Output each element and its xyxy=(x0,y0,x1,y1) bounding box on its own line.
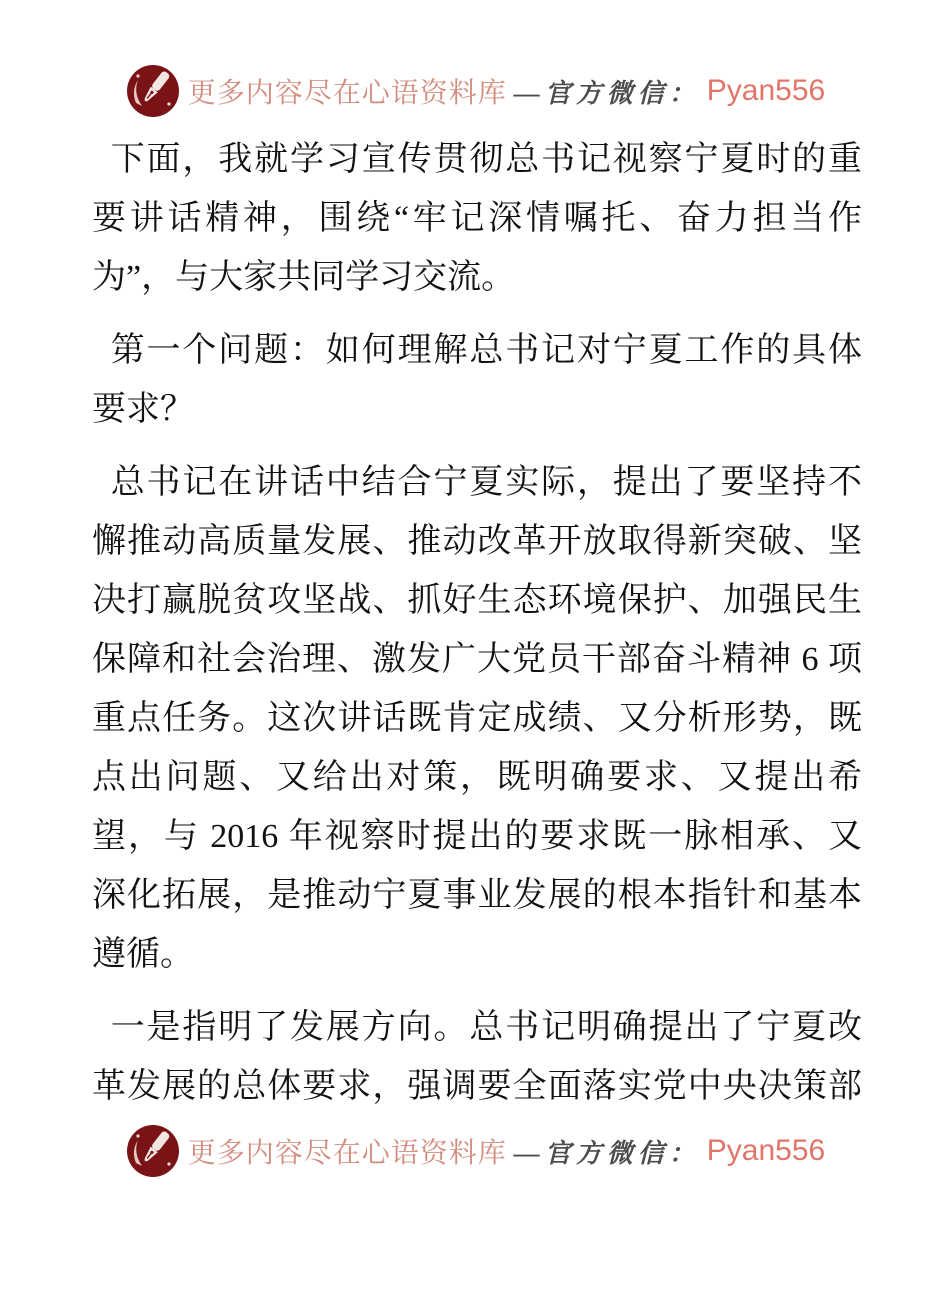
text-line: 深化拓展，是推动宁夏事业发展的根本指针和基本 xyxy=(92,877,862,914)
paragraph xyxy=(92,998,862,1116)
text-line: 要讲话精神，围绕“牢记深情嘱托、奋力担当作 xyxy=(92,200,862,237)
text-line: 遵循。 xyxy=(92,936,194,973)
text-line: 保障和社会治理、激发广大党员干部奋斗精神 6 项 xyxy=(92,641,862,678)
text-line: 要求？ xyxy=(92,391,194,428)
wechat-id: Pyan556 xyxy=(706,74,826,107)
banner-slogan: 更多内容尽在心语资料库 xyxy=(187,1138,507,1169)
header-banner xyxy=(0,62,950,120)
text-line: 决打赢脱贫攻坚战、抓好生态环境保护、加强民生 xyxy=(92,582,862,619)
document-body xyxy=(92,130,862,1116)
wechat-label: —官方微信： xyxy=(513,78,700,108)
text-line: 为”，与大家共同学习交流。 xyxy=(92,259,516,296)
banner-slogan: 更多内容尽在心语资料库 xyxy=(187,78,507,109)
pen-nib-seal-logo-icon xyxy=(125,63,181,119)
text-line: 总书记在讲话中结合宁夏实际，提出了要坚持不 xyxy=(110,464,862,501)
wechat-id: Pyan556 xyxy=(706,1134,826,1167)
text-line: 第一个问题：如何理解总书记对宁夏工作的具体 xyxy=(110,332,862,369)
paragraph xyxy=(92,130,862,307)
paragraph xyxy=(92,453,862,984)
text-line: 革发展的总体要求，强调要全面落实党中央决策部 xyxy=(92,1068,862,1105)
text-line: 懈推动高质量发展、推动改革开放取得新突破、坚 xyxy=(92,523,862,560)
text-line: 一是指明了发展方向。总书记明确提出了宁夏改 xyxy=(110,1009,862,1046)
text-line: 点出问题、又给出对策，既明确要求、又提出希 xyxy=(92,759,862,796)
text-line: 重点任务。这次讲话既肯定成绩、又分析形势，既 xyxy=(92,700,862,737)
wechat-label: —官方微信： xyxy=(513,1138,700,1168)
text-line: 下面，我就学习宣传贯彻总书记视察宁夏时的重 xyxy=(110,141,862,178)
pen-nib-seal-logo-icon xyxy=(125,1123,181,1179)
paragraph xyxy=(92,321,862,439)
text-line: 望，与 2016 年视察时提出的要求既一脉相承、又 xyxy=(92,818,862,855)
footer-banner xyxy=(0,1122,950,1180)
